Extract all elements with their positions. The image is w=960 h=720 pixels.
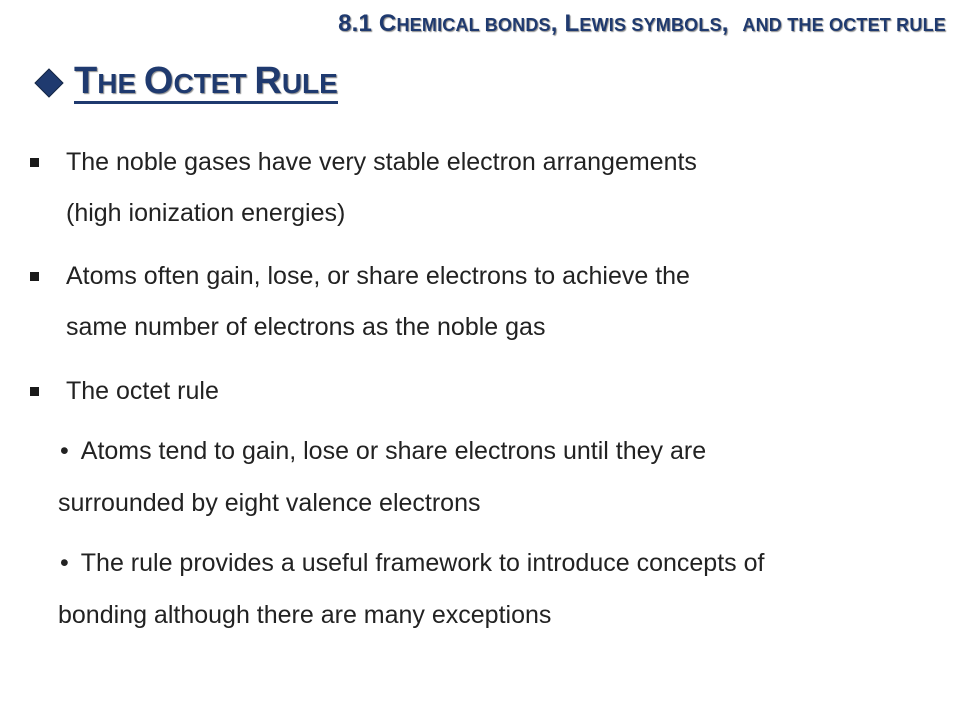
dot-bullet-icon: • <box>60 437 69 465</box>
title-part: CTET <box>173 68 255 99</box>
sub-bullet-line: surrounded by eight valence electrons <box>58 489 481 517</box>
header-part: EWIS SYMBOLS <box>579 15 722 35</box>
section-title-text <box>74 62 338 104</box>
slide-header <box>338 10 946 38</box>
bullet-line: The noble gases have very stable electron arrangements <box>66 148 697 176</box>
bullet-line: same number of electrons as the noble gas <box>66 313 546 341</box>
bullet-item <box>66 137 926 239</box>
header-part: , <box>721 10 743 37</box>
bullet-line: Atoms often gain, lose, or share electrons to achieve the <box>66 262 690 290</box>
sub-bullet-text: Atoms tend to gain, lose or share electrons until they are <box>80 437 707 465</box>
title-part: HE <box>97 68 144 99</box>
diamond-icon <box>34 68 64 98</box>
header-part: AND THE OCTET RULE <box>742 15 946 35</box>
header-part: 8.1 C <box>338 10 397 37</box>
header-part: HEMICAL BONDS <box>396 15 551 35</box>
sub-bullet-line <box>58 537 938 589</box>
header-part: , L <box>550 10 580 37</box>
square-bullet-icon <box>30 272 39 281</box>
sub-bullet-line <box>58 425 938 477</box>
square-bullet-icon <box>30 387 39 396</box>
bullet-line: (high ionization energies) <box>66 199 346 227</box>
title-part: T <box>74 60 98 102</box>
bullet-item <box>66 366 926 417</box>
dot-bullet-icon: • <box>60 549 69 577</box>
title-part: ULE <box>281 68 338 99</box>
sub-bullet-item <box>58 537 938 641</box>
sub-bullet-line: bonding although there are many exceptions <box>58 601 552 629</box>
bullet-item <box>66 251 926 353</box>
section-title <box>34 62 338 104</box>
sub-bullet-item <box>58 425 938 529</box>
bullet-line: The octet rule <box>66 377 219 405</box>
title-part: O <box>143 60 174 102</box>
title-part: R <box>254 60 282 102</box>
square-bullet-icon <box>30 158 39 167</box>
sub-bullet-text: The rule provides a useful framework to introduce concepts of <box>80 549 765 577</box>
